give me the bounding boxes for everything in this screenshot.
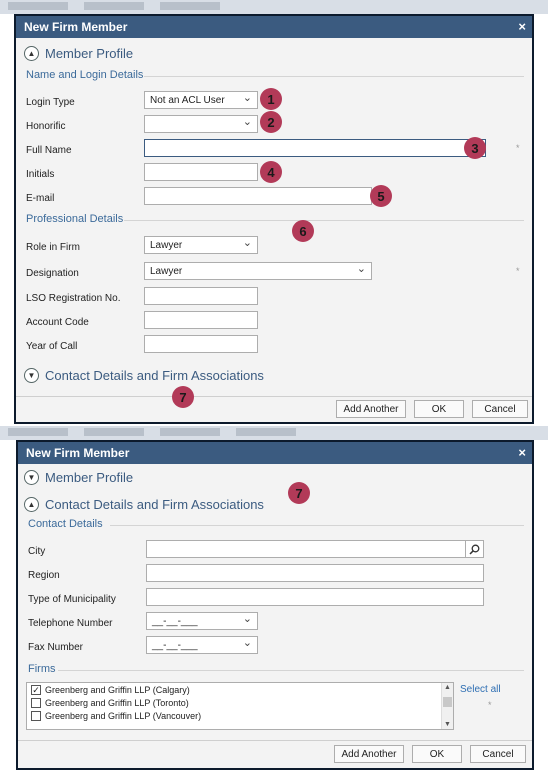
list-item[interactable] (27, 709, 453, 722)
scroll-up-icon[interactable]: ▲ (444, 684, 451, 691)
checkbox[interactable] (31, 711, 41, 721)
firm-name: Greenberg and Griffin LLP (Toronto) (45, 697, 189, 708)
role-label: Role in Firm (26, 242, 80, 253)
add-another-button[interactable]: Add Another (336, 400, 406, 418)
dialog-title: New Firm Member (24, 20, 128, 34)
scroll-thumb[interactable] (443, 697, 452, 707)
select-all-link[interactable]: Select all (460, 684, 501, 695)
required-mark: * (516, 143, 520, 153)
new-firm-member-dialog-contact (16, 440, 534, 770)
annotation-badge: 6 (292, 220, 314, 242)
city-input[interactable] (146, 540, 484, 558)
required-mark: * (488, 700, 492, 710)
background-app-strip (0, 0, 548, 14)
firms-list[interactable] (26, 682, 454, 730)
city-label: City (28, 546, 46, 557)
section-member-profile[interactable] (24, 46, 133, 61)
cancel-button[interactable]: Cancel (472, 400, 528, 418)
fax-input[interactable]: __-__-___ ⌄ (146, 636, 258, 654)
full-name-label: Full Name (26, 145, 72, 156)
annotation-badge: 4 (260, 161, 282, 183)
ok-button[interactable]: OK (412, 745, 462, 763)
section-title: Contact Details and Firm Associations (45, 368, 264, 383)
annotation-badge: 5 (370, 185, 392, 207)
footer-divider (18, 740, 532, 741)
year-of-call-input[interactable] (144, 335, 258, 353)
email-label: E-mail (26, 193, 55, 204)
initials-label: Initials (26, 169, 55, 180)
chevron-down-icon[interactable]: ▼ (24, 368, 39, 383)
cancel-button[interactable]: Cancel (470, 745, 526, 763)
add-another-button[interactable]: Add Another (334, 745, 404, 763)
chevron-up-icon[interactable]: ▲ (24, 46, 39, 61)
section-title: Member Profile (45, 470, 134, 485)
region-label: Region (28, 570, 60, 581)
fax-label: Fax Number (28, 642, 84, 653)
close-icon[interactable]: × (518, 19, 526, 34)
section-contact-details[interactable] (24, 497, 264, 512)
list-item[interactable] (27, 683, 453, 696)
telephone-label: Telephone Number (28, 618, 113, 629)
honorific-label: Honorific (26, 121, 66, 132)
checkbox-checked[interactable]: ✓ (32, 684, 40, 695)
footer-divider (16, 396, 532, 397)
login-type-select[interactable]: Not an ACL User ⌄ (144, 91, 258, 109)
login-type-label: Login Type (26, 97, 75, 108)
required-mark: * (516, 266, 520, 276)
telephone-input[interactable]: __-__-___ ⌄ (146, 612, 258, 630)
email-input[interactable] (144, 187, 372, 205)
annotation-badge: 7 (172, 386, 194, 408)
section-contact-details[interactable] (24, 368, 264, 383)
account-code-input[interactable] (144, 311, 258, 329)
dialog-title: New Firm Member (26, 446, 130, 460)
designation-select[interactable]: Lawyer ⌄ (144, 262, 372, 280)
subsection-name-login: Name and Login Details (26, 69, 144, 81)
subsection-contact: Contact Details (28, 518, 103, 530)
firm-name: Greenberg and Griffin LLP (Calgary) (45, 684, 190, 695)
annotation-badge: 7 (288, 482, 310, 504)
lso-input[interactable] (144, 287, 258, 305)
designation-label: Designation (26, 268, 79, 279)
dialog-titlebar (18, 442, 532, 464)
divider (110, 525, 524, 526)
municipality-label: Type of Municipality (28, 594, 116, 605)
municipality-input[interactable] (146, 588, 484, 606)
account-code-label: Account Code (26, 317, 89, 328)
ok-button[interactable]: OK (414, 400, 464, 418)
role-select[interactable]: Lawyer ⌄ (144, 236, 258, 254)
section-member-profile[interactable] (24, 470, 133, 485)
annotation-badge: 3 (464, 137, 486, 159)
checkbox[interactable] (31, 698, 41, 708)
full-name-input[interactable] (144, 139, 486, 157)
annotation-badge: 1 (260, 88, 282, 110)
section-title: Contact Details and Firm Associations (45, 497, 264, 512)
list-scrollbar[interactable] (441, 683, 453, 729)
divider (124, 220, 524, 221)
new-firm-member-dialog (14, 14, 534, 424)
chevron-down-icon[interactable]: ▼ (24, 470, 39, 485)
background-app-strip (0, 426, 548, 440)
subsection-firms: Firms (28, 663, 56, 675)
annotation-badge: 2 (260, 111, 282, 133)
close-icon[interactable]: × (518, 445, 526, 460)
lso-label: LSO Registration No. (26, 293, 121, 304)
region-input[interactable] (146, 564, 484, 582)
firm-name: Greenberg and Griffin LLP (Vancouver) (45, 710, 202, 721)
scroll-down-icon[interactable]: ▼ (444, 721, 451, 728)
subsection-professional: Professional Details (26, 213, 124, 225)
list-item[interactable] (27, 696, 453, 709)
chevron-up-icon[interactable]: ▲ (24, 497, 39, 512)
honorific-select[interactable] (144, 115, 258, 133)
initials-input[interactable] (144, 163, 258, 181)
section-title: Member Profile (45, 46, 134, 61)
search-icon[interactable] (465, 540, 483, 558)
divider (144, 76, 524, 77)
year-of-call-label: Year of Call (26, 341, 78, 352)
dialog-titlebar (16, 16, 532, 38)
divider (58, 670, 524, 671)
